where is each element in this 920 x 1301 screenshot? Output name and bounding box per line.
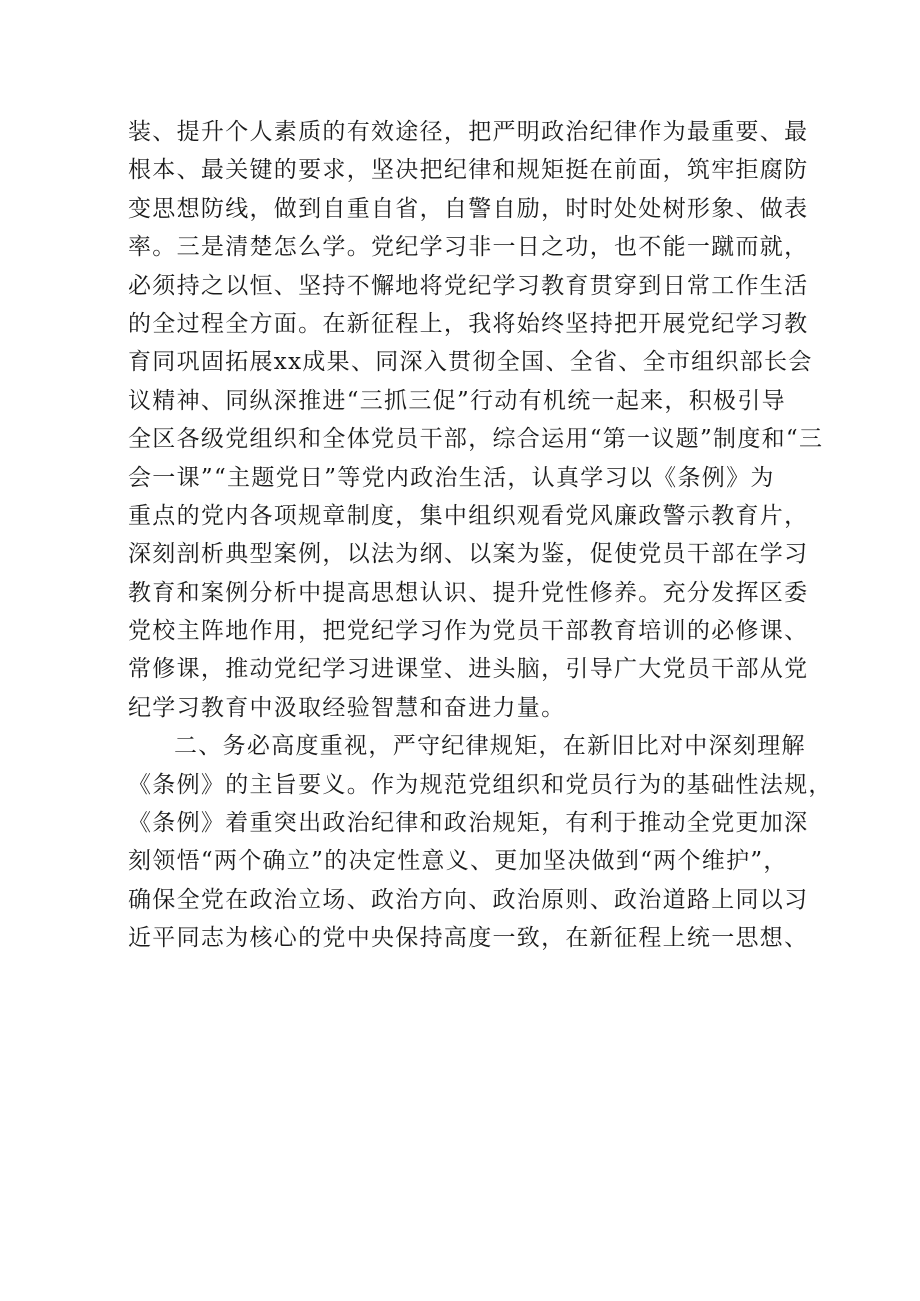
text-line: 纪学习教育中汲取经验智慧和奋进力量。: [128, 694, 566, 721]
text-line: 变思想防线，做到自重自省，自警自励，时时处处树形象、做表: [128, 195, 809, 222]
text-line: 必须持之以恒、坚持不懈地将党纪学习教育贯穿到日常工作生活: [128, 272, 809, 299]
text-line: 全区各级党组织和全体党员干部，综合运用“第一议题”制度和“三: [128, 426, 824, 453]
text-line: 议精神、同纵深推进“三抓三促”行动有机统一起来，积极引导: [128, 387, 786, 414]
text-line: 根本、最关键的要求，坚决把纪律和规矩挺在前面，筑牢拒腐防: [128, 157, 809, 184]
text-line: 常修课，推动党纪学习进课堂、进头脑，引导广大党员干部从党: [128, 656, 809, 683]
text-line: 党校主阵地作用，把党纪学习作为党员干部教育培训的必修课、: [128, 618, 809, 645]
text-line: 确保全党在政治立场、政治方向、政治原则、政治道路上同以习: [128, 886, 809, 913]
text-line: 教育和案例分析中提高思想认识、提升党性修养。充分发挥区委: [128, 579, 809, 606]
text-line: 《条例》的主旨要义。作为规范党组织和党员行为的基础性法规，: [128, 771, 833, 798]
text-line: 近平同志为核心的党中央保持高度一致，在新征程上统一思想、: [128, 925, 809, 952]
text-line: 的全过程全方面。在新征程上，我将始终坚持把开展党纪学习教: [128, 310, 809, 337]
text-line: 刻领悟“两个确立”的决定性意义、更加坚决做到“两个维护”，: [128, 848, 788, 875]
section-heading-line: 二、务必高度重视，严守纪律规矩，在新旧比对中深刻理解: [174, 733, 806, 760]
text-line: 育同巩固拓展xx成果、同深入贯彻全国、全省、全市组织部长会: [128, 349, 813, 376]
text-line: 重点的党内各项规章制度，集中组织观看党风廉政警示教育片，: [128, 502, 809, 529]
body-text: [128, 113, 833, 958]
text-line: 装、提升个人素质的有效途径，把严明政治纪律作为最重要、最: [128, 119, 809, 145]
text-line: 深刻剖析典型案例，以法为纲、以案为鉴，促使党员干部在学习: [128, 541, 809, 568]
text-line: 《条例》着重突出政治纪律和政治规矩，有利于推动全党更加深: [128, 810, 809, 837]
text-line: 会一课”“主题党日”等党内政治生活，认真学习以《条例》为: [128, 464, 775, 491]
text-line: 率。三是清楚怎么学。党纪学习非一日之功，也不能一蹴而就，: [128, 234, 809, 261]
